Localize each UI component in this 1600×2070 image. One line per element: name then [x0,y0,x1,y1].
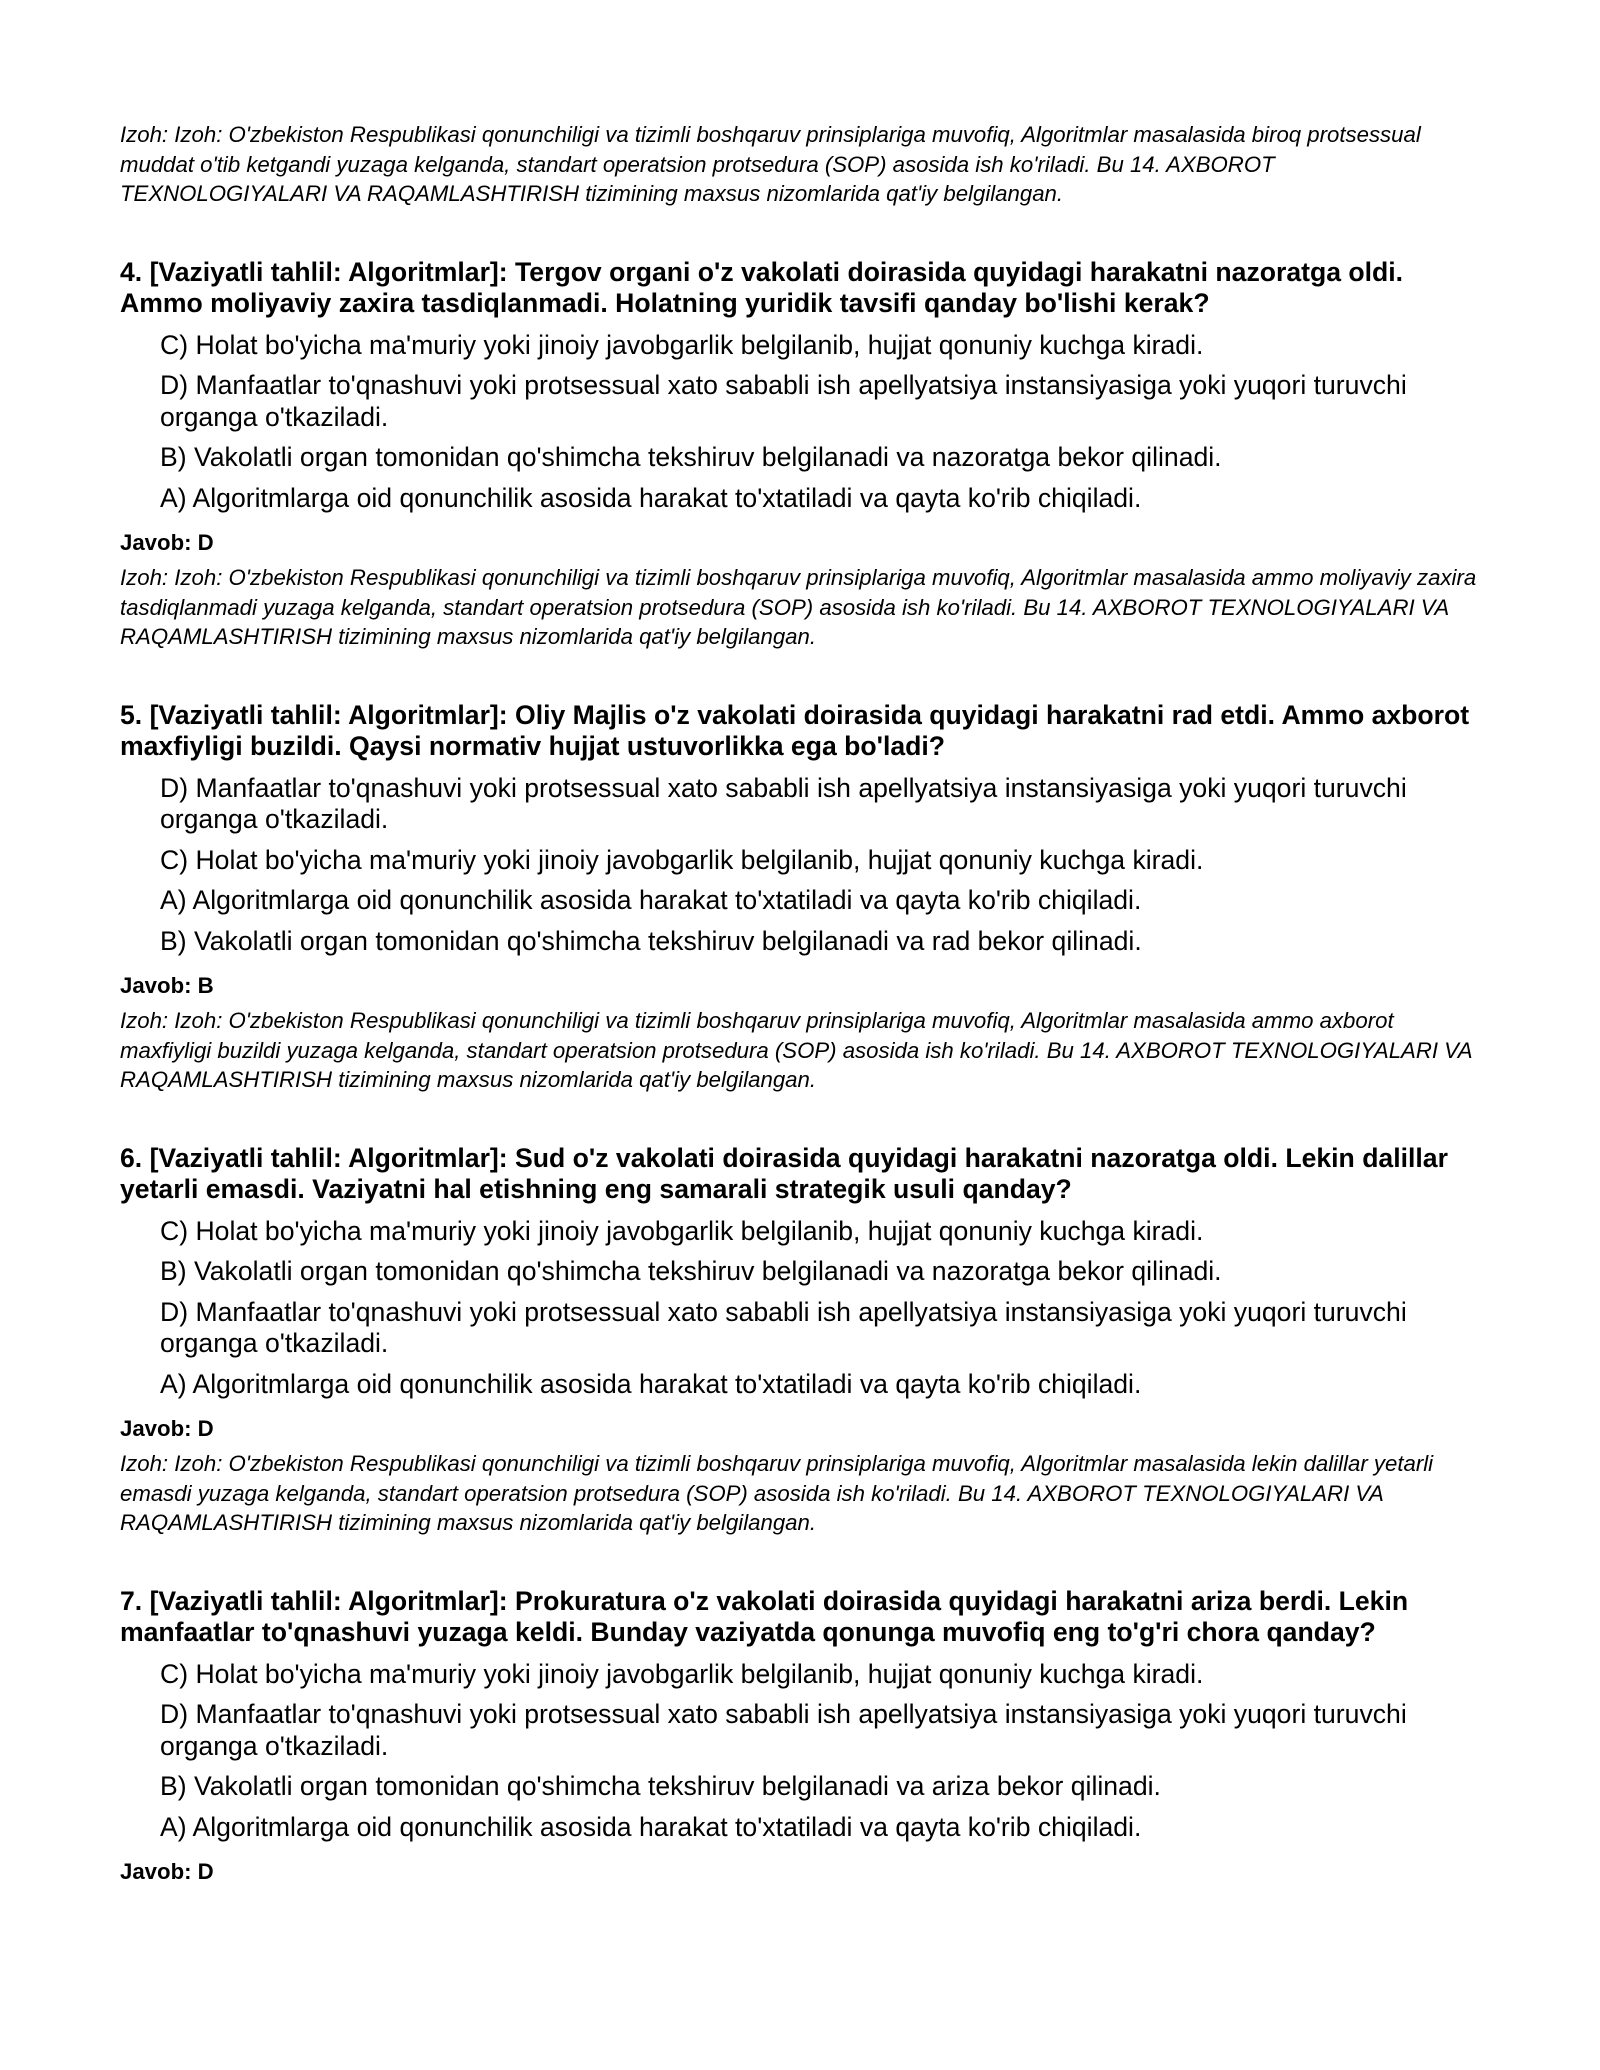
answer-key: Javob: D [120,1416,214,1441]
explanation-text: Izoh: Izoh: O'zbekiston Respublikasi qonunchiligi va tizimli boshqaruv prinsiplariga muvofiq, Algoritmlar masalasida biroq protsessual muddat o'tib ketgandi yuzaga kelganda, standart operatsion protsedura (SOP) asosida ish ko'riladi. Bu 14. AXBOROT TEXNOLOGIYALARI VA RAQAMLASHTIRISH tizimining maxsus nizomlarida qat'iy belgilangan. [120,122,1421,206]
answer-option: B) Vakolatli organ tomonidan qo'shimcha tekshiruv belgilanadi va nazoratga bekor qilinadi. [160,1256,1222,1286]
answer-option: D) Manfaatlar to'qnashuvi yoki protsessual xato sababli ish apellyatsiya instansiyasiga yoki yuqori turuvchi organga o'tkaziladi. [160,370,1407,432]
answer-option: A) Algoritmlarga oid qonunchilik asosida harakat to'xtatiladi va qayta ko'rib chiqiladi. [160,1811,1142,1842]
answer-option: B) Vakolatli organ tomonidan qo'shimcha tekshiruv belgilanadi va rad bekor qilinadi. [160,925,1142,956]
question-block [120,1586,1480,1887]
explanation-text: Izoh: Izoh: O'zbekiston Respublikasi qonunchiligi va tizimli boshqaruv prinsiplariga muvofiq, Algoritmlar masalasida ammo axborot maxfiyligi buzildi yuzaga kelganda, standart operatsion protsedura (SOP) asosida ish ko'riladi. Bu 14. AXBOROT TEXNOLOGIYALARI VA RAQAMLASHTIRISH tizimining maxsus nizomlarida qat'iy belgilangan. [120,1008,1472,1092]
explanation-text: Izoh: Izoh: O'zbekiston Respublikasi qonunchiligi va tizimli boshqaruv prinsiplariga muvofiq, Algoritmlar masalasida lekin dalillar yetarli emasdi yuzaga kelganda, standart operatsion protsedura (SOP) asosida ish ko'riladi. Bu 14. AXBOROT TEXNOLOGIYALARI VA RAQAMLASHTIRISH tizimining maxsus nizomlarida qat'iy belgilangan. [120,1451,1434,1535]
answer-option: D) Manfaatlar to'qnashuvi yoki protsessual xato sababli ish apellyatsiya instansiyasiga yoki yuqori turuvchi organga o'tkaziladi. [160,1296,1407,1358]
explanation-text: Izoh: Izoh: O'zbekiston Respublikasi qonunchiligi va tizimli boshqaruv prinsiplariga muvofiq, Algoritmlar masalasida ammo moliyaviy zaxira tasdiqlanmadi yuzaga kelganda, standart operatsion protsedura (SOP) asosida ish ko'riladi. Bu 14. AXBOROT TEXNOLOGIYALARI VA RAQAMLASHTIRISH tizimining maxsus nizomlarida qat'iy belgilangan. [120,565,1477,649]
answer-option: B) Vakolatli organ tomonidan qo'shimcha tekshiruv belgilanadi va ariza bekor qilinadi. [160,1771,1161,1801]
option-list [120,773,1480,958]
answer-option: D) Manfaatlar to'qnashuvi yoki protsessual xato sababli ish apellyatsiya instansiyasiga yoki yuqori turuvchi organga o'tkaziladi. [160,772,1407,834]
document-page [120,120,1480,1892]
answer-option: C) Holat bo'yicha ma'muriy yoki jinoiy javobgarlik belgilanib, hujjat qonuniy kuchga kiradi. [160,1215,1204,1246]
question-text: 6. [Vaziyatli tahlil: Algoritmlar]: Sud o'z vakolati doirasida quyidagi harakatni nazoratga oldi. Lekin dalillar yetarli emasdi. Vaziyatni hal etishning eng samarali strategik usuli qanday? [120,1142,1448,1204]
answer-option: A) Algoritmlarga oid qonunchilik asosida harakat to'xtatiladi va qayta ko'rib chiqiladi. [160,1368,1142,1399]
answer-key: Javob: B [120,973,214,998]
answer-option: A) Algoritmlarga oid qonunchilik asosida harakat to'xtatiladi va qayta ko'rib chiqiladi. [160,482,1142,513]
question-text: 7. [Vaziyatli tahlil: Algoritmlar]: Prokuratura o'z vakolati doirasida quyidagi harakatni ariza berdi. Lekin manfaatlar to'qnashuvi yuzaga keldi. Bunday vaziyatda qonunga muvofiq eng to'g'ri chora qanday? [120,1585,1409,1647]
answer-key: Javob: D [120,530,214,555]
question-block [120,1143,1480,1538]
question-block [120,700,1480,1095]
answer-option: C) Holat bo'yicha ma'muriy yoki jinoiy javobgarlik belgilanib, hujjat qonuniy kuchga kiradi. [160,844,1204,875]
question-block [120,257,1480,652]
answer-option: C) Holat bo'yicha ma'muriy yoki jinoiy javobgarlik belgilanib, hujjat qonuniy kuchga kiradi. [160,329,1204,360]
answer-option: C) Holat bo'yicha ma'muriy yoki jinoiy javobgarlik belgilanib, hujjat qonuniy kuchga kiradi. [160,1658,1204,1689]
option-list [120,1659,1480,1844]
answer-option: D) Manfaatlar to'qnashuvi yoki protsessual xato sababli ish apellyatsiya instansiyasiga yoki yuqori turuvchi organga o'tkaziladi. [160,1699,1407,1761]
answer-option: A) Algoritmlarga oid qonunchilik asosida harakat to'xtatiladi va qayta ko'rib chiqiladi. [160,885,1142,915]
question-text: 4. [Vaziyatli tahlil: Algoritmlar]: Tergov organi o'z vakolati doirasida quyidagi harakatni nazoratga oldi. Ammo moliyaviy zaxira tasdiqlanmadi. Holatning yuridik tavsifi qanday bo'lishi kerak? [120,256,1404,318]
option-list [120,330,1480,515]
question-text: 5. [Vaziyatli tahlil: Algoritmlar]: Oliy Majlis o'z vakolati doirasida quyidagi harakatni rad etdi. Ammo axborot maxfiyligi buzildi. Qaysi normativ hujjat ustuvorlikka ega bo'ladi? [120,699,1470,761]
answer-option: B) Vakolatli organ tomonidan qo'shimcha tekshiruv belgilanadi va nazoratga bekor qilinadi. [160,442,1222,472]
option-list [120,1216,1480,1401]
answer-key: Javob: D [120,1859,214,1884]
